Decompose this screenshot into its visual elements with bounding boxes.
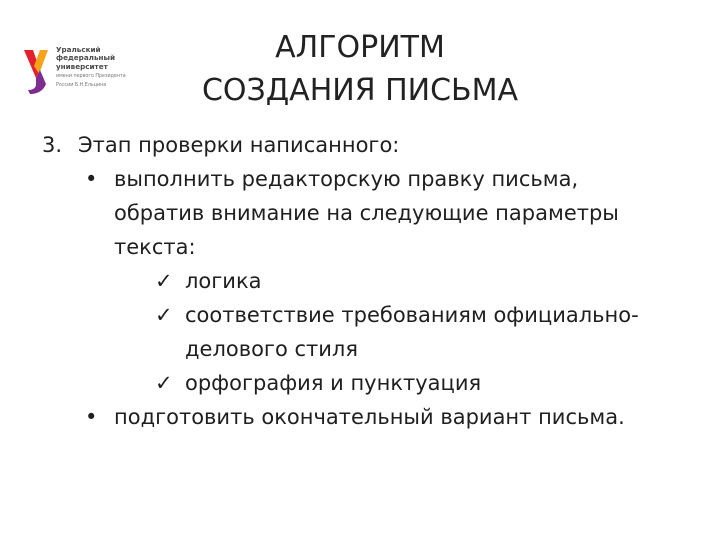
bullet-1-line-1: выполнить редакторскую правку письма, [114, 167, 579, 191]
check-3-line-1: орфография и пунктуация [185, 371, 482, 395]
check-2-line-2: делового стиля [185, 337, 358, 361]
bullet-1-line-3: текста: [114, 235, 196, 259]
check-2-line-1: соответствие требованиям официально- [185, 303, 639, 327]
title-line-2: СОЗДАНИЯ ПИСЬМА [201, 73, 519, 108]
check-icon: ✓ [155, 371, 173, 395]
check-1-line-1: логика [185, 269, 262, 293]
bullet-1-line-2: обратив внимание на следующие параметры [114, 201, 619, 225]
step-text: Этап проверки написанного: [78, 133, 400, 157]
step-number: 3. [42, 133, 63, 157]
title-line-1: АЛГОРИТМ [275, 30, 445, 65]
bullet-2-line-1: подготовить окончательный вариант письма. [114, 405, 625, 429]
university-logo [22, 44, 132, 96]
bullet-icon: • [85, 405, 98, 429]
logo-subtitle-line-2: России Б.Н.Ельцина [56, 82, 107, 88]
logo-name-line-1: Уральский [56, 45, 101, 54]
bullet-icon: • [85, 167, 98, 191]
logo-subtitle-line-1: имени первого Президента [56, 74, 126, 80]
logo-name-line-3: университет [56, 61, 108, 71]
check-icon: ✓ [155, 303, 173, 327]
slide-title [170, 26, 550, 112]
logo-name-line-2: федеральный [56, 53, 115, 63]
urfu-logo-icon [22, 44, 52, 96]
check-icon: ✓ [155, 269, 173, 293]
logo-text [56, 46, 126, 88]
